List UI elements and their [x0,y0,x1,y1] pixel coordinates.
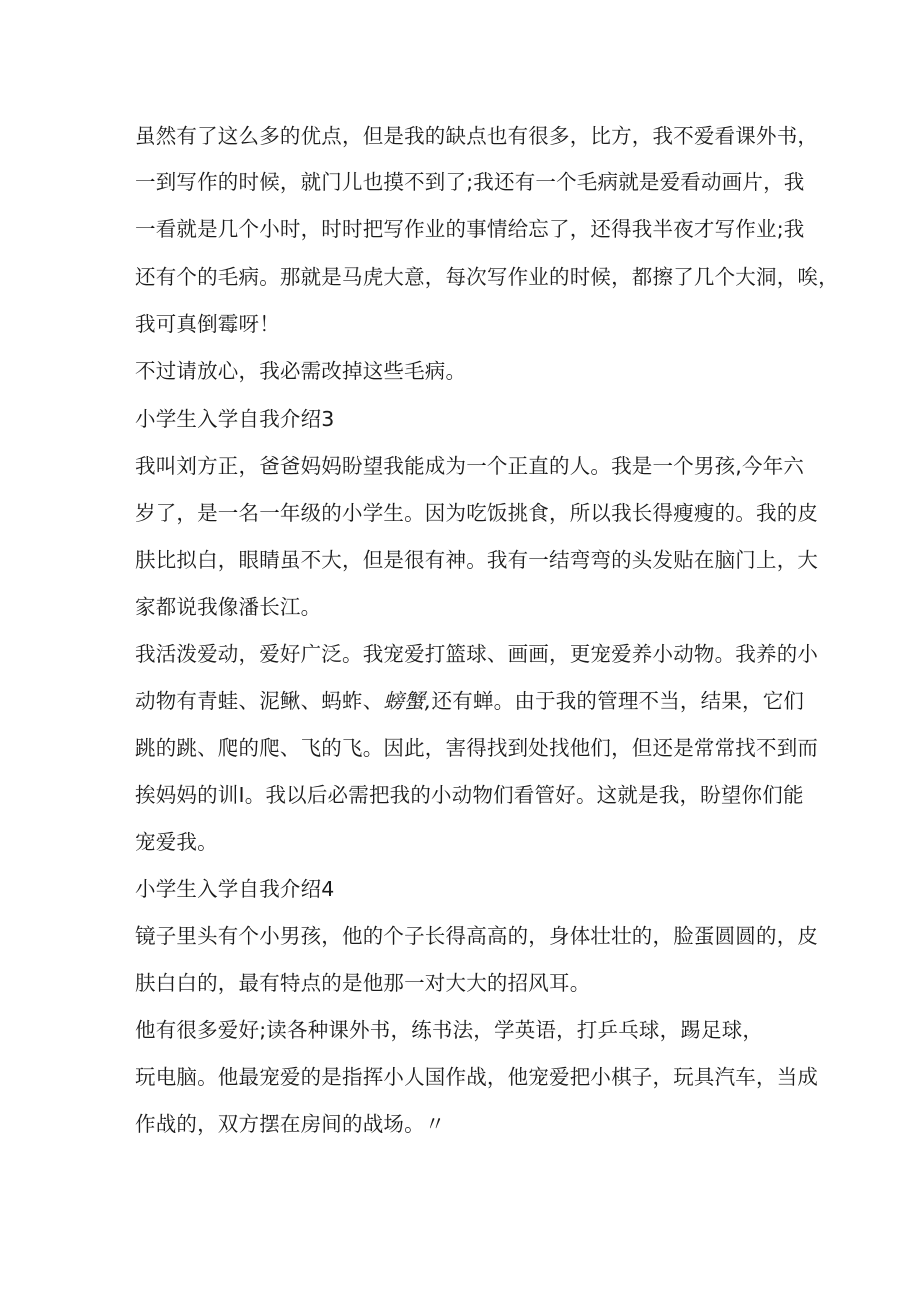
paragraph-7-line-2: 作战的，双方摆在房间的战场。〃 [135,1112,446,1136]
paragraph-4-line-2-part-a: 动物有青蛙、泥鳅、蚂蚱、 [135,689,384,713]
paragraph-4-line-4: 挨妈妈的训I。我以后必需把我的小动物们看管好。这就是我，盼望你们能 [135,783,804,807]
paragraph-1-line-1: 虽然有了这么多的优点，但是我的缺点也有很多，比方，我不爱看课外书， [135,124,819,148]
paragraph-1-line-2: 一到写作的时候，就门儿也摸不到了;我还有一个毛病就是爱看动画片，我 [135,170,805,194]
paragraph-4-line-1: 我活泼爱动，爱好广泛。我宠爱打篮球、画画，更宠爱养小动物。我养的小 [135,642,819,666]
paragraph-3-line-1: 我叫刘方正，爸爸妈妈盼望我能成为一个正直的人。我是一个男孩,今年六 [135,454,805,478]
paragraph-1-line-4: 还有个的毛病。那就是马虎大意，每次写作业的时候，都擦了几个大洞，唉， [135,265,839,289]
paragraph-5-line-2: 肤白白的，最有特点的是他那一对大大的招风耳。 [135,971,591,995]
section-heading-3: 小学生入学自我介绍3 [135,407,335,431]
paragraph-1-line-5: 我可真倒霉呀！ [135,312,280,336]
paragraph-4-line-5: 宠爱我。 [135,830,218,854]
paragraph-4-line-3: 跳的跳、爬的爬、飞的飞。因此，害得找到处找他们，但还是常常找不到而 [135,736,819,760]
paragraph-4-line-2-part-c: 还有蝉。由于我的管理不当，结果，它们 [431,689,805,713]
paragraph-1-line-3: 一看就是几个小时，时时把写作业的事情给忘了，还得我半夜才写作业;我 [135,217,805,241]
paragraph-6-line-1: 他有很多爱好;读各种课外书，练书法，学英语，打乒乓球，踢足球， [135,1018,764,1042]
section-heading-4: 小学生入学自我介绍4 [135,877,335,901]
paragraph-3-line-3: 肤比拟白，眼睛虽不大，但是很有神。我有一结弯弯的头发贴在脑门上，大 [135,548,819,572]
paragraph-7-line-1: 玩电脑。他最宠爱的是指挥小人国作战，他宠爱把小棋子，玩具汽车，当成 [135,1065,819,1089]
paragraph-3-line-2: 岁了，是一名一年级的小学生。因为吃饭挑食，所以我长得瘦瘦的。我的皮 [135,501,819,525]
paragraph-3-line-4: 家都说我像潘长江。 [135,595,322,619]
paragraph-4-line-2 [135,686,805,716]
paragraph-5-line-1: 镜子里头有个小男孩，他的个子长得高高的，身体壮壮的，脸蛋圆圆的，皮 [135,924,819,948]
paragraph-2-line-1: 不过请放心，我必需改掉这些毛病。 [135,359,467,383]
paragraph-4-line-2-italic-word: 螃蟹, [383,689,432,713]
